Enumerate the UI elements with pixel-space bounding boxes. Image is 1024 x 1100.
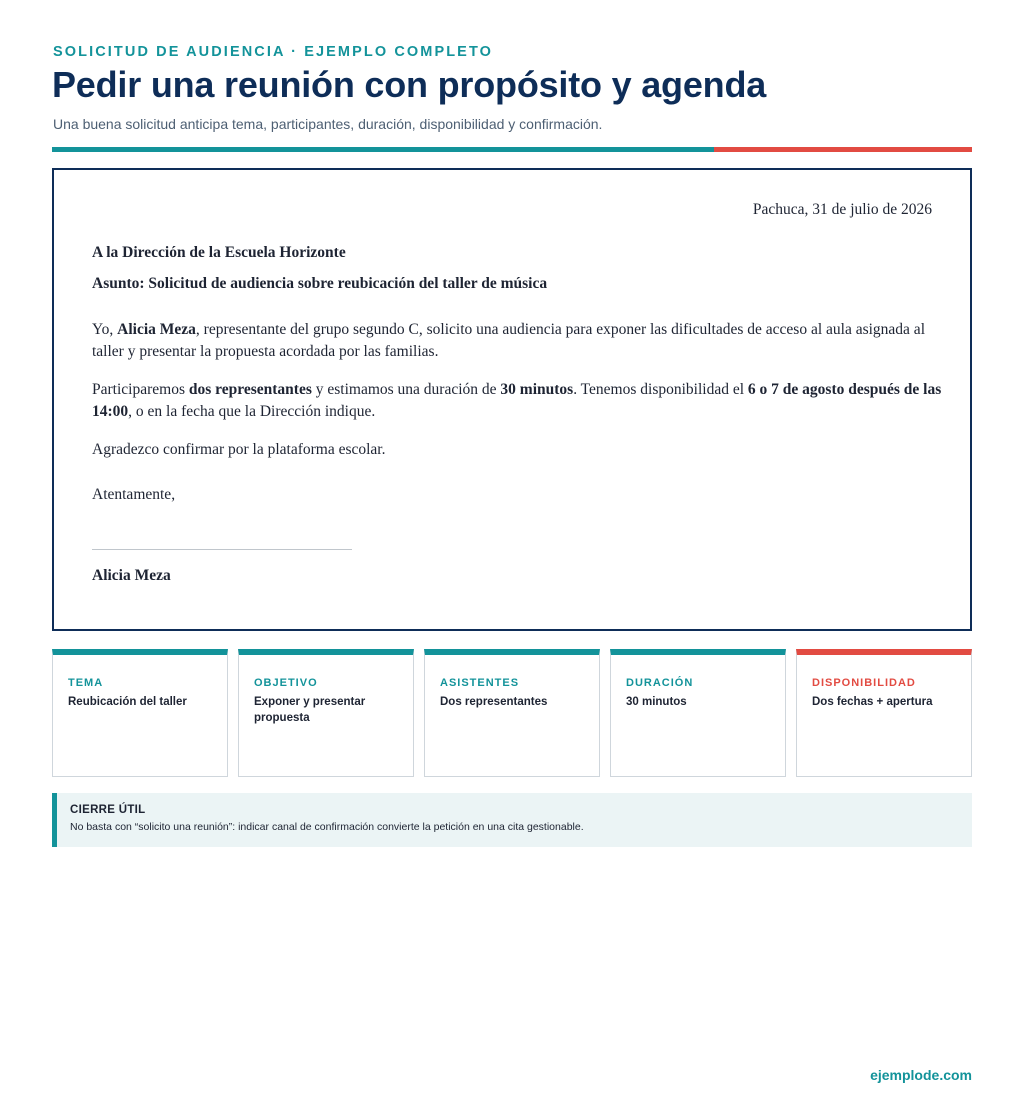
card-value: 30 minutos [626,696,687,708]
eyebrow-label: SOLICITUD DE AUDIENCIA · EJEMPLO COMPLETO [53,44,494,60]
card-label: DURACIÓN [626,677,694,689]
letter-closing: Atentamente, [92,486,176,503]
tip-note [52,793,972,847]
card-label: OBJETIVO [254,677,318,689]
letter-document [52,168,972,631]
card-value: Reubicación del taller [68,696,187,708]
p2-text-e: . Tenemos disponibilidad el [573,381,748,398]
card-duracion [610,649,786,777]
card-value: Exponer y presentar propuesta [254,696,366,724]
signature-name: Alicia Meza [92,567,171,584]
p2-text-g: , o en la fecha que la Dirección indique. [128,403,376,420]
card-label: TEMA [68,677,104,689]
note-title: CIERRE ÚTIL [70,804,146,816]
p2-duration: 30 minutos [500,381,574,398]
divider-teal [52,147,714,152]
letter-subject: Asunto: Solicitud de audiencia sobre reubicación del taller de música [92,275,548,292]
card-tema [52,649,228,777]
summary-cards [52,649,972,777]
card-disponibilidad [796,649,972,777]
p2-attendees: dos representantes [188,381,312,398]
card-label: ASISTENTES [440,677,520,689]
card-asistentes [424,649,600,777]
p2-text-c: y estimamos una duración de [311,381,501,398]
footer-brand-link[interactable]: ejemplode.com [870,1067,972,1083]
p1-sender-name: Alicia Meza [117,321,196,338]
p1-text-a: Yo, [92,321,118,338]
divider-red [714,147,972,152]
p2-text-a: Participaremos [92,381,189,398]
p1-text-c: , representante del grupo segundo C, solicito una audiencia para exponer las dificultades de acceso al aula asignada al taller y presentar la propuesta acordada por las familias. [92,321,925,360]
letter-date: Pachuca, 31 de julio de 2026 [752,201,932,218]
letter-paragraph-1 [92,319,942,363]
page-title: Pedir una reunión con propósito y agenda [52,64,767,105]
letter-recipient: A la Dirección de la Escuela Horizonte [92,244,346,261]
card-value: Dos representantes [440,696,548,708]
letter-paragraph-2 [92,379,942,423]
card-label: DISPONIBILIDAD [812,677,916,689]
card-objetivo [238,649,414,777]
letter-paragraph-3: Agradezco confirmar por la plataforma escolar. [92,441,386,458]
signature-line [92,549,352,550]
note-text: No basta con “solicito una reunión”: indicar canal de confirmación convierte la petición en una cita gestionable. [70,821,584,833]
p2-availability: 6 o 7 de agosto después de las 14:00 [92,381,942,420]
card-value: Dos fechas + apertura [812,696,933,708]
page-subtitle: Una buena solicitud anticipa tema, participantes, duración, disponibilidad y confirmación. [53,116,603,132]
